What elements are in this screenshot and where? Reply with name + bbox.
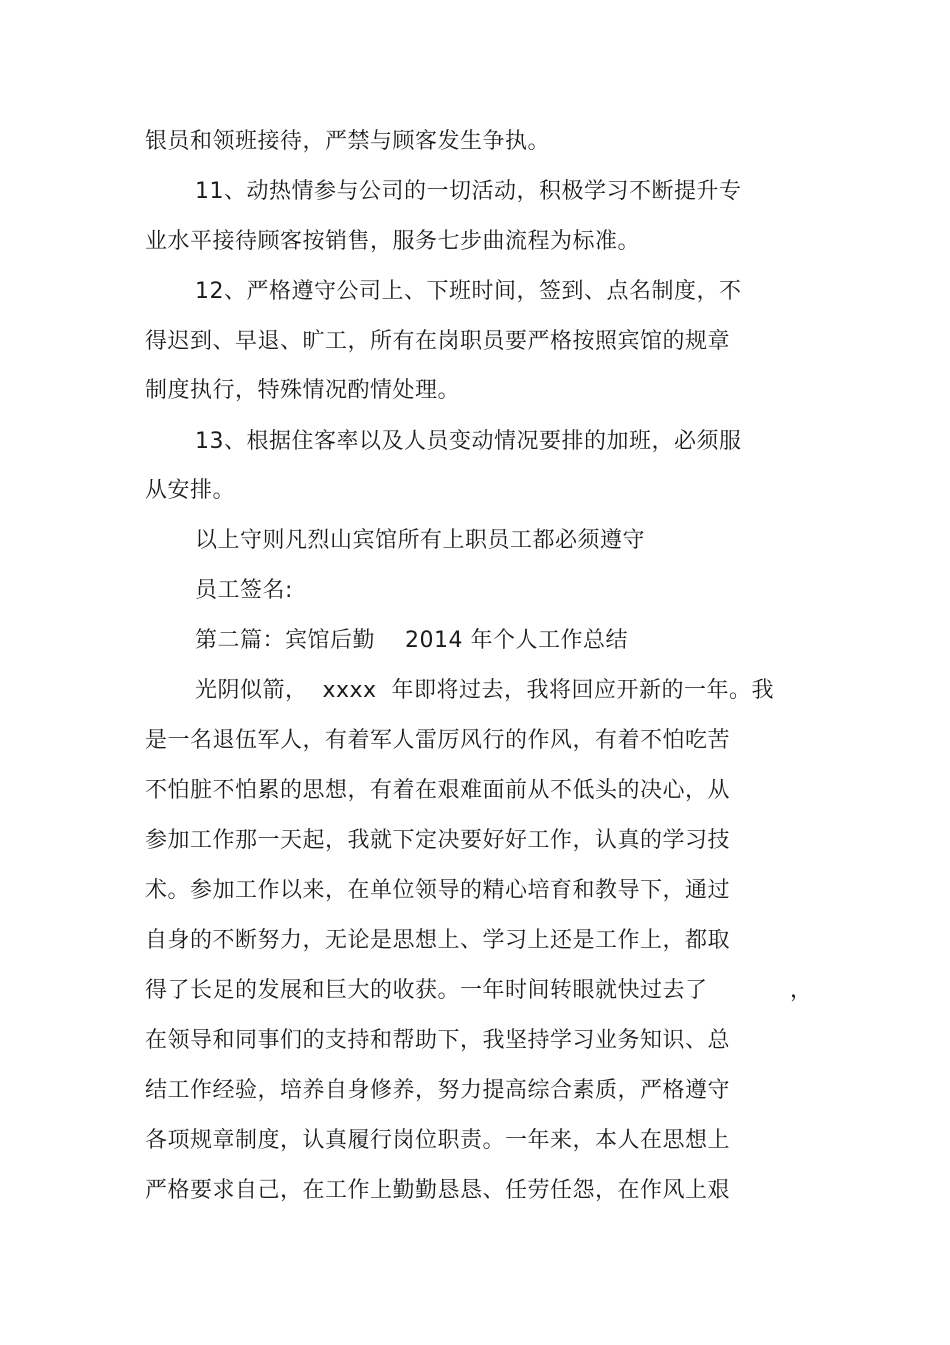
trailing-comma: ， — [790, 978, 813, 1003]
text-line: 12、严格遵守公司上、下班时间，签到、点名制度，不 — [195, 279, 742, 304]
signature-label: 员工签名: — [195, 578, 293, 603]
text-line: 严格要求自己，在工作上勤勤恳恳、任劳任怨，在作风上艰 — [145, 1178, 731, 1203]
text-line: 得迟到、早退、旷工，所有在岗职员要严格按照宾馆的规章 — [145, 329, 731, 354]
text-line: 结工作经验，培养自身修养，努力提高综合素质，严格遵守 — [145, 1078, 731, 1103]
text-line: 不怕脏不怕累的思想，有着在艰难面前从不低头的决心，从 — [145, 778, 731, 803]
text-line: 自身的不断努力，无论是思想上、学习上还是工作上，都取 — [145, 928, 731, 953]
text-line: 制度执行，特殊情况酌情处理。 — [145, 378, 461, 403]
text-line: 从安排。 — [145, 478, 236, 503]
section-heading: 第二篇：宾馆后勤 2014 年个人工作总结 — [195, 628, 628, 653]
text-line: 在领导和同事们的支持和帮助下，我坚持学习业务知识、总 — [145, 1028, 731, 1053]
text-line: 是一名退伍军人，有着军人雷厉风行的作风，有着不怕吃苦 — [145, 728, 731, 753]
text-line: 银员和领班接待，严禁与顾客发生争执。 — [145, 129, 551, 154]
text-line: 13、根据住客率以及人员变动情况要排的加班，必须服 — [195, 429, 742, 454]
text-line: 光阴似箭， xxxx 年即将过去，我将回应开新的一年。我 — [195, 678, 775, 703]
text-line: 各项规章制度，认真履行岗位职责。一年来，本人在思想上 — [145, 1128, 731, 1153]
text-line: 业水平接待顾客按销售，服务七步曲流程为标准。 — [145, 229, 641, 254]
text-line: 参加工作那一天起，我就下定决要好好工作，认真的学习技 — [145, 828, 731, 853]
text-line: 11、动热情参与公司的一切活动，积极学习不断提升专 — [195, 179, 742, 204]
text-line: 术。参加工作以来，在单位领导的精心培育和教导下，通过 — [145, 878, 731, 903]
text-line: 得了长足的发展和巨大的收获。一年时间转眼就快过去了 — [145, 978, 708, 1003]
text-line: 以上守则凡烈山宾馆所有上职员工都必须遵守 — [195, 528, 646, 553]
